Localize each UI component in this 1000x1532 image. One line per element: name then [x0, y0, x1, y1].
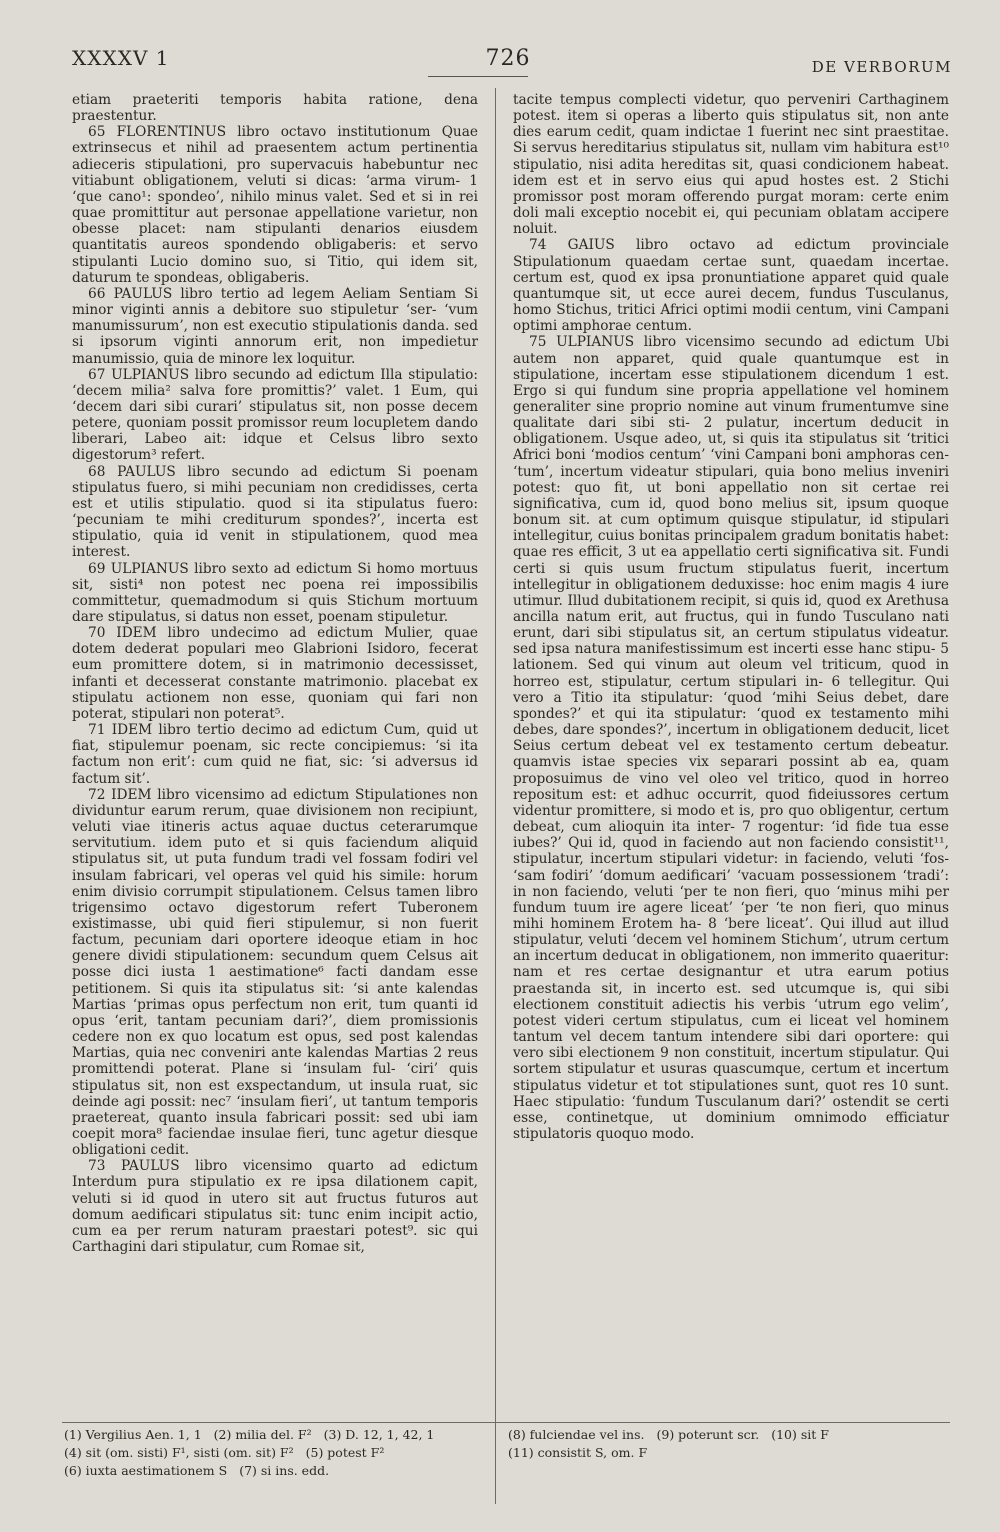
section-reference: XXXXV 1 [72, 46, 170, 70]
paragraph: 75 ULPIANUS libro vicensimo secundo ad edictum Ubi autem non apparet, quid quale quantumque est in stipulatione, incertam esse stipulationem dicendum 1 est. Ergo si qui fundum sine propria appellatione vel hominem generaliter sine proprio nomine aut vinum frumentumve sine qualitate dari sibi sti- 2 pulatur, incertum deducit in obligationem. Usque adeo, ut, si quis ita stipulatus sit ‘tritici Africi boni ‘modios centum’ ‘vini Campani boni amphoras cen- ‘tum’, incertum videatur stipulari, quia bono melius inveniri potest: quo fit, ut boni appellatio non sit certae rei significativa, cum id, quod bono melius sit, ipsum quoque bonum sit. at cum optimum quisque stipulatur, id stipulari intellegitur, cuius bonitas principalem gradum bonitatis habet: quae res efficit, 3 ut ea appellatio certi significativa sit. Fundi certi si quis usum fructum stipulatus fuerit, incertum intellegitur in obligationem deduxisse: hoc enim magis 4 iure utimur. Illud dubitationem recipit, si quis id, quod ex Arethusa ancilla natum erit, aut fructus, qui in fundo Tusculano nati erunt, dari sibi stipulatus sit, an certum stipulatus videatur. sed ipsa natura manifestissimum est incerti esse hanc stipu- 5 lationem. Sed qui vinum aut oleum vel triticum, quod in horreo est, stipulatur, certum stipulari in- 6 tellegitur. Qui vero a Titio ita stipulatur: ‘quod ‘mihi Seius debet, dare spondes?’ et qui ita stipulatur: ‘quod ex testamento mihi debes, dare spondes?’, incertum in obligationem deducit, licet Seius certum debeat vel ex testamento certum debeatur. quamvis istae species vix separari possint ab ea, quam proposuimus de vino vel oleo vel tritico, quod in horreo repositum est: et adhuc occurrit, quod fideiussores certum videntur promittere, si modo et is, pro quo obligentur, certum debeat, cum alioquin ita inter- 7 rogentur: ‘id fide tua esse iubes?’ Qui id, quod in faciendo aut non faciendo consistit¹¹, stipulatur, incertum stipulari videtur: in faciendo, veluti ‘fos- ‘sam fodiri’ ‘domum aedificari’ ‘vacuam possessionem ‘tradi’: in non faciendo, veluti ‘per te non fieri, quo ‘minus mihi per fundum tuum ire agere liceat’ ‘per ‘te non fieri, quo minus mihi hominem Erotem ha- 8 ‘bere liceat’. Qui illud aut illud stipulatur, veluti ‘decem vel hominem Stichum’, utrum certum an incertum deducat in obligationem, non immerito quaeritur: nam et res certae designantur et utra earum potius praestanda sit, in incerto est. sed utcumque is, qui sibi electionem constituit adiectis his verbis ‘utrum ego velim’, potest videri certum stipulatus, cum ei liceat vel hominem tantum vel decem tantum intendere sibi dari oportere: qui vero sibi electionem 9 non constituit, incertum stipulatur. Qui sortem stipulatur et usuras quascumque, certum et incertum stipulatus videtur et tot stipulationes sunt, quot res 10 sunt. Haec stipulatio: ‘fundum Tusculanum dari?’ ostendit se certi esse, continetque, ut dominium omnimodo efficiatur stipulatoris quoquo modo. [513, 334, 949, 1142]
footnote: (8) fulciendae vel ins. [508, 1427, 645, 1442]
paragraph: 67 ULPIANUS libro secundo ad edictum Illa stipulatio: ‘decem milia² salva fore promittis?’ valet. 1 Eum, qui ‘decem dari sibi curari’ stipulatus sit, non posse decem petere, quoniam possit promissor reum locupletem dando liberari, Labeo ait: idque et Celsus libro sexto digestorum³ refert. [72, 366, 478, 464]
footnote: (5) potest F² [305, 1445, 385, 1460]
footnote: (1) Vergilius Aen. 1, 1 [64, 1427, 202, 1442]
footnote-rule [62, 1422, 950, 1423]
paragraph: 66 PAULUS libro tertio ad legem Aeliam Sentiam Si minor viginti annis a debitore suo stipuletur ‘ser- ‘vum manumissurum’, non est executio stipulationis danda. sed si ipsorum viginti annorum erit, non impedietur manumissio, quia de minore lex loquitur. [72, 285, 478, 367]
footnotes-right [508, 1426, 948, 1462]
footnote-divider [495, 1424, 496, 1504]
footnote: (7) si ins. edd. [239, 1463, 330, 1478]
paragraph: 73 PAULUS libro vicensimo quarto ad edictum Interdum pura stipulatio ex re ipsa dilationem capit, veluti si id quod in utero sit aut fructus futuros aut domum aedificari stipulatus sit: tunc enim incipit actio, cum ea per rerum naturam praestari potest⁹. sic qui Carthagini dari stipulatur, cum Romae sit, [72, 1158, 478, 1256]
left-text-column [72, 92, 478, 1255]
paragraph: 68 PAULUS libro secundo ad edictum Si poenam stipulatus fuero, si mihi pecuniam non credidisses, certa est et utilis stipulatio. quod si ita stipulatus fuero: ‘pecuniam te mihi crediturum spondes?’, incerta est stipulatio, quia id venit in stipulationem, quod mea interest. [72, 463, 478, 561]
paragraph: 65 FLORENTINUS libro octavo institutionum Quae extrinsecus et nihil ad praesentem actum pertinentia adieceris stipulationi, pro supervacuis habebuntur nec vitiabunt obligationem, veluti si dicas: ‘arma virum- 1 ‘que cano¹: spondeo’, nihilo minus valet. Sed et si in rei quae promittitur aut personae appellatione varietur, non obesse placet: nam stipulanti denarios eiusdem quantitatis aureos spondendo obligaberis: et servo stipulanti Lucio domino suo, si Titio, qui idem sit, daturum te spondeas, obligaberis. [72, 124, 478, 286]
paragraph: 71 IDEM libro tertio decimo ad edictum Cum, quid ut fiat, stipulemur poenam, sic recte concipiemus: ‘si ita factum non erit’: cum quid ne fiat, sic: ‘si adversus id factum sit’. [72, 722, 478, 787]
paragraph: tacite tempus complecti videtur, quo perveniri Carthaginem potest. item si operas a liberto quis stipulatus sit, non ante dies earum cedit, quam indictae 1 fuerint nec sint praestitae. Si servus hereditarius stipulatus sit, nullam vim habitura est¹⁰ stipulatio, nisi adita hereditas sit, quasi condicionem habeat. idem est et in servo eius qui apud hostes est. 2 Stichi promissor post moram offerendo purgat moram: certe enim doli mali exceptio nocebit ei, qui pecuniam oblatam accipere noluit. [513, 92, 949, 238]
right-text-column [513, 92, 949, 1142]
paragraph: 72 IDEM libro vicensimo ad edictum Stipulationes non dividuntur earum rerum, quae divisionem non recipiunt, veluti viae itineris actus aquae ductus ceterarumque servitutium. idem puto et si quis faciendum aliquid stipulatus sit, ut puta fundum tradi vel fossam fodiri vel insulam fabricari, vel operas vel quid his simile: horum enim divisio corrumpit stipulationem. Celsus tamen libro trigensimo octavo digestorum refert Tuberonem existimasse, ubi quid fieri stipulemur, si non fuerit factum, pecuniam dari oportere ideoque etiam in hoc genere dividi stipulationem: secundum quem Celsus ait posse dici iusta 1 aestimatione⁶ facti dandam esse petitionem. Si quis ita stipulatus sit: ‘si ante kalendas Martias ‘primas opus perfectum non erit, tum quanti id opus ‘erit, tantam pecuniam dari?’, diem promissionis cedere non ex quo locatum est opus, sed post kalendas Martias, quia nec conveniri ante kalendas Martias 2 reus promittendi poterat. Plane si ‘insulam ful- ‘ciri’ quis stipulatus sit, non est exspectandum, ut insula ruat, sic deinde agi possit: nec⁷ ‘insulam fieri’, ut tantum temporis praetereat, quanto insula fabricari possit: sed ubi iam coepit mora⁸ faciendae insulae fieri, tunc agetur diesque obligationi cedit. [72, 786, 478, 1159]
paragraph: 70 IDEM libro undecimo ad edictum Mulier, quae dotem dederat populari meo Glabrioni Isidoro, fecerat eum promittere dotem, si in matrimonio decessisset, infanti et decesserat constante matrimonio. placebat ex stipulatu actionem non esse, quoniam qui fari non poterat, stipulari non poterat⁵. [72, 625, 478, 722]
footnote: (11) consistit S, om. F [508, 1445, 648, 1460]
footnote: (2) milia del. F² [213, 1427, 312, 1442]
footnote: (6) iuxta aestimationem S [64, 1463, 228, 1478]
footnote: (10) sit F [771, 1427, 829, 1442]
page-number: 726 [485, 46, 531, 71]
footnotes-left [64, 1426, 484, 1480]
footnote: (3) D. 12, 1, 42, 1 [323, 1427, 435, 1442]
header-rule [428, 76, 528, 77]
column-divider [495, 88, 496, 1436]
paragraph: 74 GAIUS libro octavo ad edictum provinciale Stipulationum quaedam certae sunt, quaedam incertae. certum est, quod ex ipsa pronuntiatione apparet quid quale quantumque sit, ut ecce aurei decem, fundus Tusculanus, homo Stichus, tritici Africi optimi modii centum, vini Campani optimi amphorae centum. [513, 237, 949, 335]
paragraph: 69 ULPIANUS libro sexto ad edictum Si homo mortuus sit, sisti⁴ non potest nec poena rei impossibilis committetur, quemadmodum si quis Stichum mortuum dare stipulatus, si datus non esset, poenam stipuletur. [72, 560, 478, 625]
running-title: DE VERBORUM [811, 58, 952, 76]
footnote: (9) poterunt scr. [656, 1427, 760, 1442]
footnote: (4) sit (om. sisti) F¹, sisti (om. sit) F² [64, 1445, 294, 1460]
paragraph: etiam praeteriti temporis habita ratione, dena praestentur. [72, 92, 478, 125]
